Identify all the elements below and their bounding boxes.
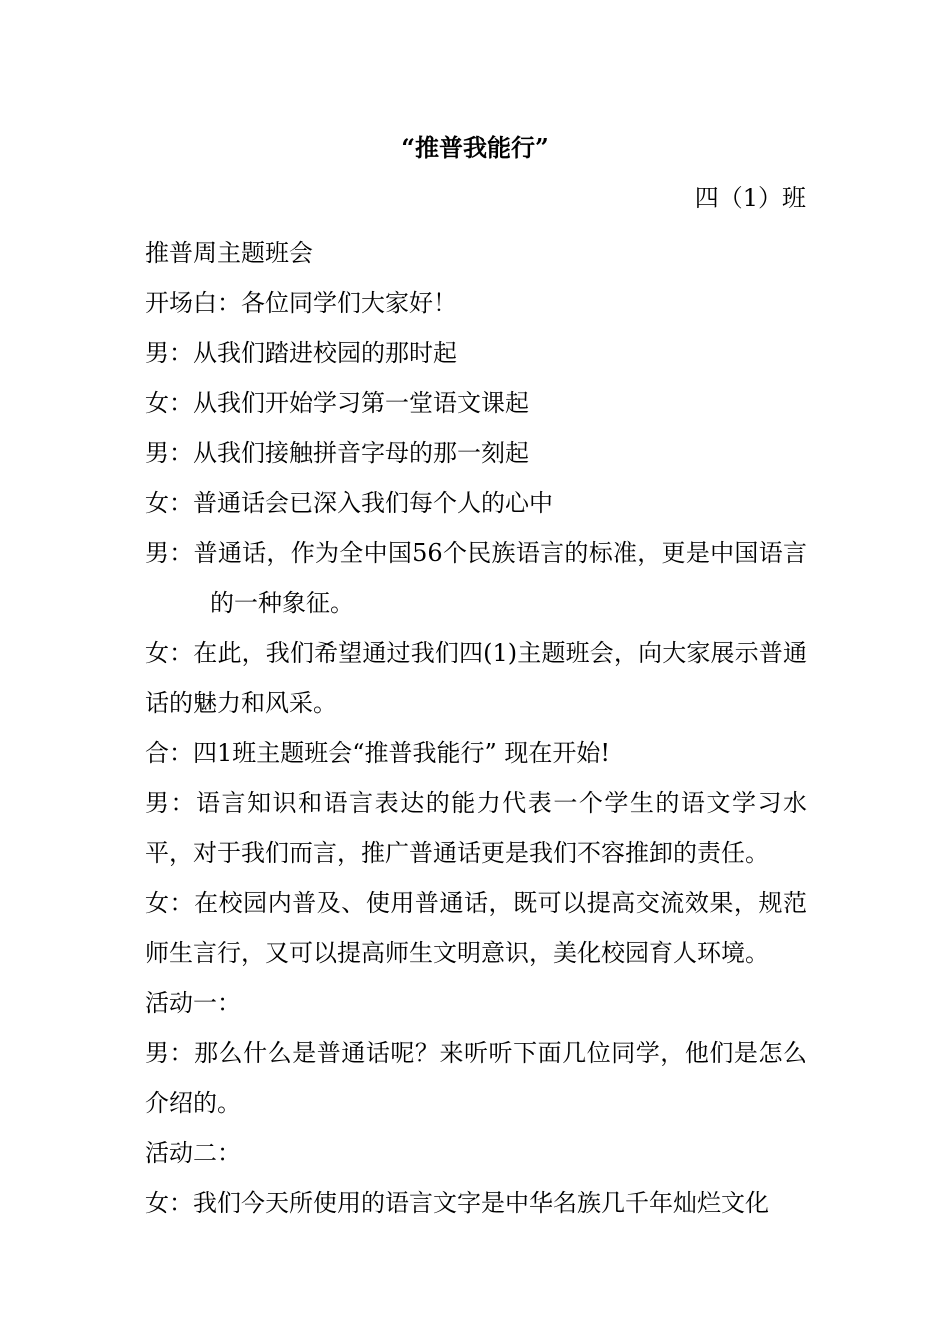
paragraph-female-1: 女：从我们开始学习第一堂语文课起 [145, 389, 529, 417]
paragraph-male-4: 男：语言知识和语言表达的能力代表一个学生的语文学习水平，对于我们而言，推广普通话更是我们不容推卸的责任。 [145, 789, 807, 867]
paragraph-opening: 开场白：各位同学们大家好！ [145, 289, 457, 317]
paragraph-female-4: 女：在校园内普及、使用普通话，既可以提高交流效果，规范师生言行，又可以提高师生文明意识，美化校园育人环境。 [145, 889, 807, 967]
paragraph-theme: 推普周主题班会 [145, 239, 313, 267]
paragraph-male-5: 男：那么什么是普通话呢？来听听下面几位同学，他们是怎么介绍的。 [145, 1039, 807, 1117]
paragraph-female-3: 女：在此，我们希望通过我们四(1)主题班会，向大家展示普通话的魅力和风采。 [145, 639, 807, 717]
paragraph-activity-1: 活动一： [145, 989, 241, 1017]
document-title: “推普我能行” [401, 133, 549, 162]
paragraph-female-2: 女：普通话会已深入我们每个人的心中 [145, 489, 553, 517]
paragraph-male-1: 男：从我们踏进校园的那时起 [145, 339, 457, 367]
paragraph-male-2: 男：从我们接触拼音字母的那一刻起 [145, 439, 529, 467]
paragraph-together: 合：四1班主题班会“推普我能行” 现在开始! [145, 739, 611, 767]
document-body [145, 228, 807, 1228]
paragraph-male-3: 男：普通话，作为全中国56个民族语言的标准，更是中国语言的一种象征。 [145, 539, 807, 617]
class-label: 四（1）班 [694, 184, 806, 212]
paragraph-female-5: 女：我们今天所使用的语言文字是中华名族几千年灿烂文化 [145, 1189, 769, 1217]
paragraph-activity-2: 活动二： [145, 1139, 241, 1167]
